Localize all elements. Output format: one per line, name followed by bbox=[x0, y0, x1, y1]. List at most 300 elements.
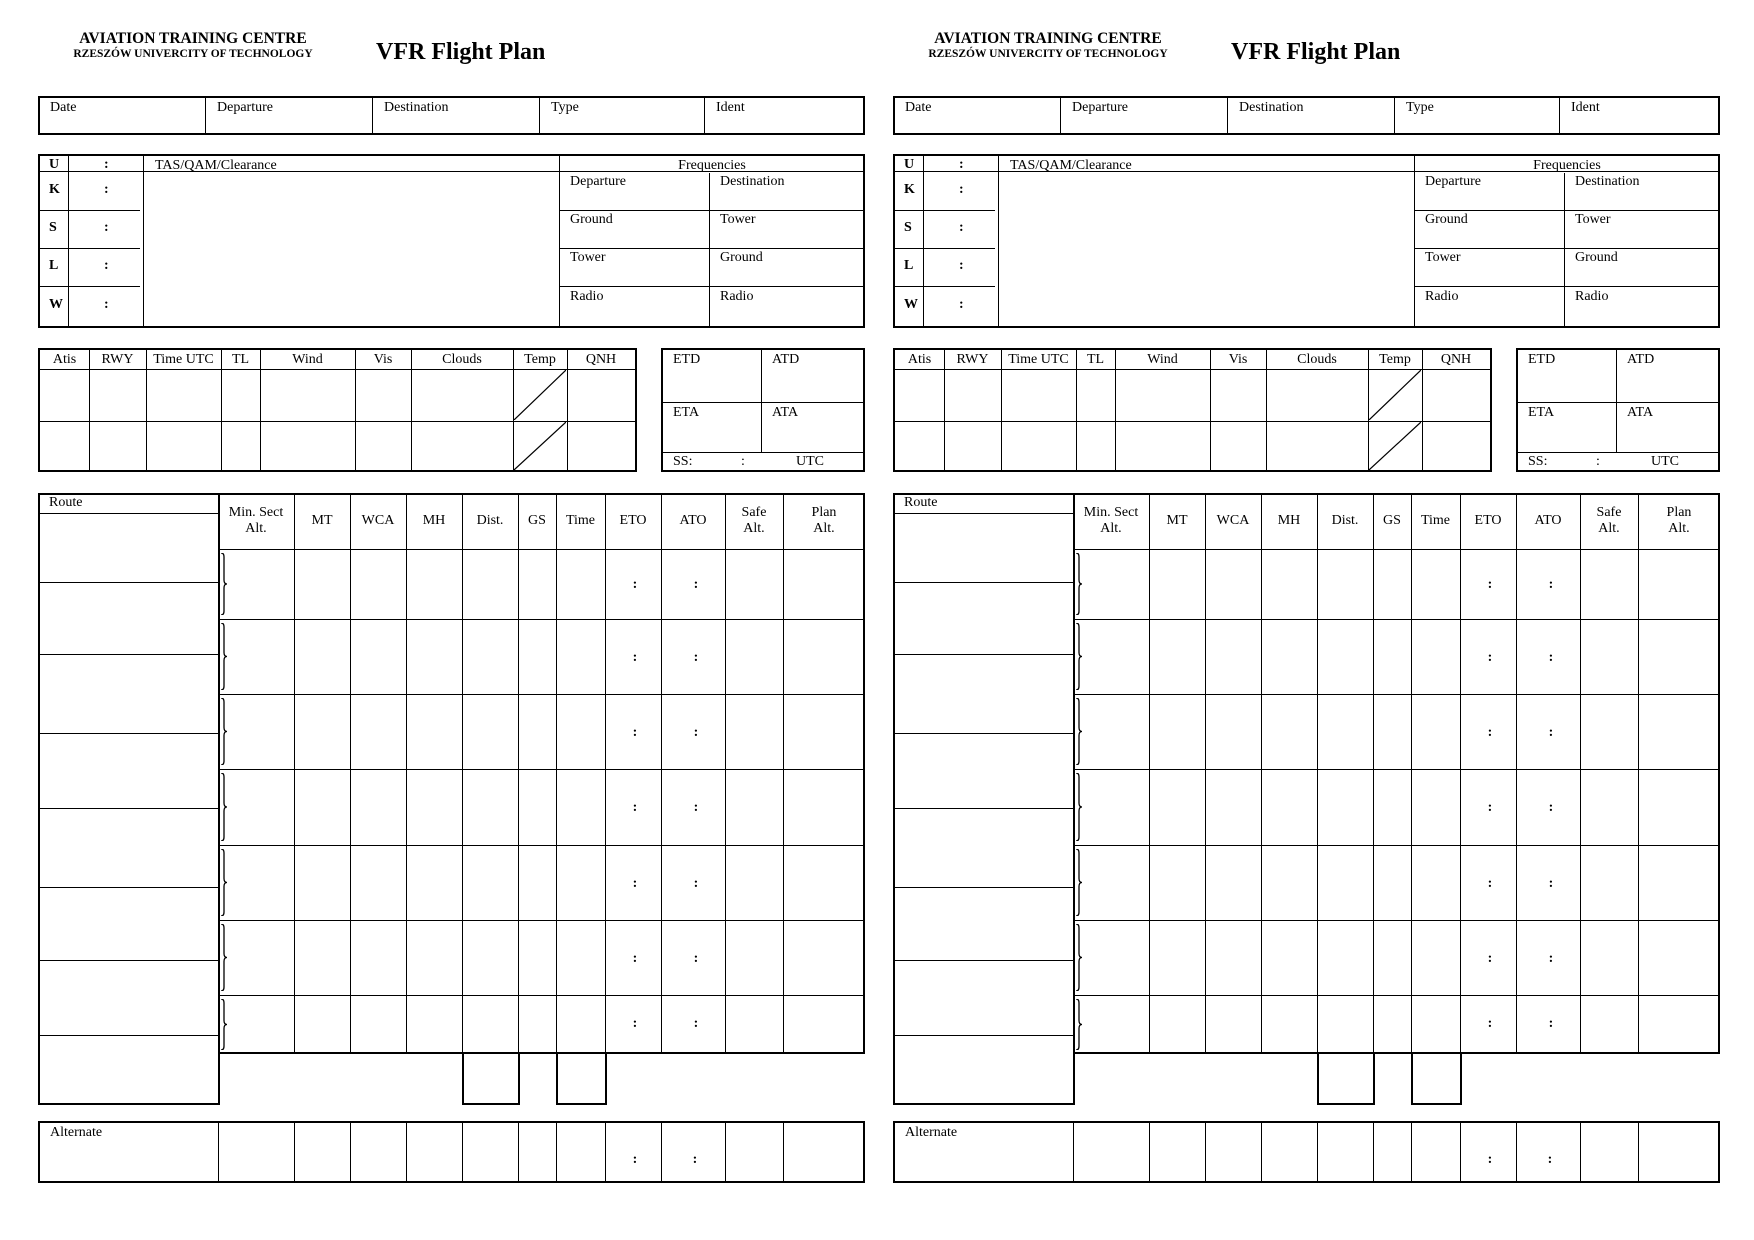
header-field-label: Destination bbox=[384, 100, 449, 115]
university-name: RZESZÓW UNIVERCITY OF TECHNOLOGY bbox=[73, 48, 313, 60]
weather-column-header: Vis bbox=[373, 352, 393, 367]
divider-line bbox=[143, 156, 144, 326]
divider-line bbox=[663, 402, 863, 403]
weather-column-header: Temp bbox=[524, 352, 556, 367]
ato-placeholder: : bbox=[1548, 950, 1554, 966]
divider-line bbox=[605, 1123, 606, 1181]
ato-placeholder: : bbox=[1548, 800, 1554, 815]
ukslw-colon: : bbox=[104, 182, 109, 197]
frequency-label: Ground bbox=[720, 250, 763, 265]
divider-line bbox=[1580, 1123, 1581, 1181]
divider-line bbox=[893, 1035, 1075, 1036]
leg-brace bbox=[220, 773, 228, 841]
divider-line bbox=[220, 769, 865, 770]
route-legs-grid[interactable] bbox=[218, 493, 865, 1054]
ato-placeholder: : bbox=[693, 950, 699, 966]
divider-line bbox=[1518, 452, 1718, 453]
eto-placeholder: : bbox=[1487, 875, 1493, 891]
ata-label: ATA bbox=[1627, 405, 1654, 420]
weather-column-header: Vis bbox=[1228, 352, 1248, 367]
divider-line bbox=[350, 1123, 351, 1181]
flight-plan-left bbox=[38, 0, 874, 1240]
frequency-label: Radio bbox=[570, 289, 604, 304]
divider-line bbox=[38, 654, 220, 655]
divider-line bbox=[559, 210, 863, 211]
ukslw-letter: L bbox=[904, 258, 914, 273]
header-field-label: Date bbox=[905, 100, 932, 115]
divider-line bbox=[1075, 920, 1720, 921]
leg-brace bbox=[220, 623, 228, 690]
departure-arrival-times[interactable] bbox=[1516, 348, 1720, 472]
divider-line bbox=[1075, 769, 1720, 770]
divider-line bbox=[1580, 493, 1581, 1054]
divider-line bbox=[1317, 1123, 1318, 1181]
divider-line bbox=[1516, 1123, 1517, 1181]
divider-line bbox=[1205, 1123, 1206, 1181]
divider-line bbox=[559, 248, 863, 249]
route-column[interactable] bbox=[893, 493, 1075, 1105]
ukslw-colon: : bbox=[104, 157, 109, 172]
alternate-label: Alternate bbox=[905, 1125, 958, 1140]
weather-column-header: Wind bbox=[292, 352, 323, 367]
divider-line bbox=[38, 733, 220, 734]
divider-line bbox=[1227, 98, 1228, 133]
eto-placeholder: : bbox=[632, 724, 638, 740]
divider-line bbox=[725, 493, 726, 1054]
divider-line bbox=[1149, 493, 1150, 1054]
header-field-label: Ident bbox=[1571, 100, 1600, 115]
divider-line bbox=[559, 286, 863, 287]
divider-line bbox=[40, 286, 140, 287]
weather-table[interactable] bbox=[893, 348, 1492, 472]
divider-line bbox=[1205, 493, 1206, 1054]
weather-table[interactable] bbox=[38, 348, 637, 472]
atd-label: ATD bbox=[1627, 352, 1655, 367]
alternate-row[interactable] bbox=[38, 1121, 865, 1183]
ukslw-letter: K bbox=[904, 182, 915, 197]
route-column[interactable] bbox=[38, 493, 220, 1105]
temp-dewpoint-divider bbox=[1369, 422, 1421, 475]
divider-line bbox=[1060, 98, 1061, 133]
divider-line bbox=[1422, 350, 1423, 470]
divider-line bbox=[220, 694, 865, 695]
header-field-label: Departure bbox=[217, 100, 273, 115]
weather-column-header: RWY bbox=[956, 352, 989, 367]
leg-brace bbox=[1075, 623, 1083, 690]
weather-column-header: Atis bbox=[52, 352, 77, 367]
ato-placeholder: : bbox=[693, 577, 699, 592]
divider-line bbox=[1073, 1123, 1074, 1181]
divider-line bbox=[1414, 156, 1415, 326]
divider-line bbox=[1414, 248, 1718, 249]
route-column-header: Min. Sect Alt. bbox=[1083, 505, 1139, 537]
alternate-row[interactable] bbox=[893, 1121, 1720, 1183]
weather-column-header: Wind bbox=[1147, 352, 1178, 367]
alternate-ato-placeholder: : bbox=[692, 1152, 698, 1167]
route-column-header: ETO bbox=[1474, 513, 1502, 528]
eto-placeholder: : bbox=[632, 950, 638, 966]
route-column-header: Min. Sect Alt. bbox=[228, 505, 284, 537]
ukslw-letter: K bbox=[49, 182, 60, 197]
divider-line bbox=[895, 210, 995, 211]
alternate-ato-placeholder: : bbox=[1547, 1152, 1553, 1167]
leg-brace bbox=[1075, 924, 1083, 991]
divider-line bbox=[372, 98, 373, 133]
divider-line bbox=[294, 493, 295, 1054]
route-column-header: WCA bbox=[1216, 513, 1250, 528]
divider-line bbox=[518, 493, 519, 1054]
ukslw-colon: : bbox=[959, 297, 964, 312]
divider-line bbox=[1411, 1123, 1412, 1181]
leg-brace bbox=[1075, 773, 1083, 841]
leg-brace bbox=[1075, 849, 1083, 916]
divider-line bbox=[1075, 549, 1720, 550]
divider-line bbox=[1075, 694, 1720, 695]
route-column-header: MT bbox=[1166, 513, 1188, 528]
weather-column-header: Time UTC bbox=[1008, 352, 1069, 367]
divider-line bbox=[220, 619, 865, 620]
weather-column-header: Atis bbox=[907, 352, 932, 367]
divider-line bbox=[40, 248, 140, 249]
weather-column-header: QNH bbox=[1440, 352, 1472, 367]
ata-label: ATA bbox=[772, 405, 799, 420]
divider-line bbox=[350, 493, 351, 1054]
ato-placeholder: : bbox=[693, 1016, 699, 1031]
route-column-header: MT bbox=[311, 513, 333, 528]
etd-label: ETD bbox=[673, 352, 701, 367]
divider-line bbox=[1411, 493, 1412, 1054]
weather-column-header: Time UTC bbox=[153, 352, 214, 367]
ukslw-colon: : bbox=[959, 157, 964, 172]
frequencies-title: Frequencies bbox=[1533, 158, 1601, 173]
ukslw-letter: W bbox=[904, 297, 918, 312]
divider-line bbox=[1414, 210, 1718, 211]
frequency-label: Tower bbox=[1425, 250, 1461, 265]
weather-column-header: Clouds bbox=[442, 352, 482, 367]
weather-column-header: RWY bbox=[101, 352, 134, 367]
divider-line bbox=[38, 513, 220, 514]
divider-line bbox=[411, 350, 412, 470]
divider-line bbox=[146, 350, 147, 470]
ato-placeholder: : bbox=[1548, 649, 1554, 665]
distance-total-box[interactable] bbox=[1317, 1052, 1375, 1105]
divider-line bbox=[38, 1035, 220, 1036]
divider-line bbox=[1261, 493, 1262, 1054]
weather-column-header: TL bbox=[231, 352, 250, 367]
route-column-header: Plan Alt. bbox=[811, 505, 837, 537]
weather-column-header: QNH bbox=[585, 352, 617, 367]
leg-brace bbox=[220, 849, 228, 916]
divider-line bbox=[220, 995, 865, 996]
etd-label: ETD bbox=[1528, 352, 1556, 367]
ato-placeholder: : bbox=[693, 724, 699, 740]
clearance-label: TAS/QAM/Clearance bbox=[155, 158, 277, 173]
divider-line bbox=[1559, 98, 1560, 133]
ukslw-letter: L bbox=[49, 258, 59, 273]
frequency-label: Departure bbox=[1425, 174, 1481, 189]
sunset-label: SS: bbox=[673, 454, 693, 469]
frequency-label: Departure bbox=[570, 174, 626, 189]
divider-line bbox=[68, 156, 69, 326]
ukslw-colon: : bbox=[104, 220, 109, 235]
time-total-box[interactable] bbox=[1411, 1052, 1462, 1105]
eto-placeholder: : bbox=[632, 1016, 638, 1031]
eto-placeholder: : bbox=[632, 875, 638, 891]
eto-placeholder: : bbox=[1487, 724, 1493, 740]
divider-line bbox=[40, 210, 140, 211]
header-field-label: Departure bbox=[1072, 100, 1128, 115]
route-column-header: Plan Alt. bbox=[1666, 505, 1692, 537]
utc-label: UTC bbox=[1651, 454, 1679, 469]
route-label: Route bbox=[49, 495, 83, 510]
divider-line bbox=[893, 582, 1075, 583]
leg-brace bbox=[220, 698, 228, 765]
frequencies-title: Frequencies bbox=[678, 158, 746, 173]
eto-placeholder: : bbox=[1487, 1016, 1493, 1031]
frequency-label: Destination bbox=[720, 174, 785, 189]
leg-brace bbox=[1075, 999, 1083, 1050]
divider-line bbox=[761, 350, 762, 452]
frequency-label: Radio bbox=[1575, 289, 1609, 304]
divider-line bbox=[1210, 350, 1211, 470]
divider-line bbox=[893, 513, 1075, 514]
temp-dewpoint-divider bbox=[1369, 370, 1421, 425]
route-column-header: Time bbox=[1420, 513, 1451, 528]
divider-line bbox=[294, 1123, 295, 1181]
divider-line bbox=[663, 452, 863, 453]
leg-brace bbox=[220, 553, 228, 615]
eta-label: ETA bbox=[673, 405, 700, 420]
frequency-label: Ground bbox=[1575, 250, 1618, 265]
route-column-header: Safe Alt. bbox=[1596, 505, 1622, 537]
header-row[interactable] bbox=[38, 96, 865, 135]
ukslw-colon: : bbox=[104, 297, 109, 312]
divider-line bbox=[1075, 619, 1720, 620]
divider-line bbox=[1373, 493, 1374, 1054]
divider-line bbox=[893, 887, 1075, 888]
divider-line bbox=[559, 156, 560, 326]
leg-brace bbox=[220, 924, 228, 991]
divider-line bbox=[38, 808, 220, 809]
divider-line bbox=[567, 350, 568, 470]
ato-placeholder: : bbox=[1548, 875, 1554, 891]
distance-total-box[interactable] bbox=[462, 1052, 520, 1105]
divider-line bbox=[709, 173, 710, 326]
divider-line bbox=[783, 1123, 784, 1181]
route-column-header: MH bbox=[1277, 513, 1301, 528]
divider-line bbox=[1638, 493, 1639, 1054]
divider-line bbox=[462, 493, 463, 1054]
route-column-header: WCA bbox=[361, 513, 395, 528]
sunset-colon: : bbox=[1596, 454, 1600, 469]
page-title: VFR Flight Plan bbox=[1231, 39, 1401, 65]
divider-line bbox=[1076, 350, 1077, 470]
weather-column-header: Clouds bbox=[1297, 352, 1337, 367]
flight-plan-right bbox=[893, 0, 1729, 1240]
divider-line bbox=[1460, 1123, 1461, 1181]
divider-line bbox=[1266, 350, 1267, 470]
eto-placeholder: : bbox=[632, 577, 638, 592]
divider-line bbox=[661, 493, 662, 1054]
divider-line bbox=[205, 98, 206, 133]
alternate-eto-placeholder: : bbox=[632, 1152, 638, 1167]
frequency-label: Destination bbox=[1575, 174, 1640, 189]
header-field-label: Ident bbox=[716, 100, 745, 115]
route-column-header: ETO bbox=[619, 513, 647, 528]
eto-placeholder: : bbox=[1487, 649, 1493, 665]
divider-line bbox=[923, 156, 924, 326]
utc-label: UTC bbox=[796, 454, 824, 469]
divider-line bbox=[704, 98, 705, 133]
divider-line bbox=[1261, 1123, 1262, 1181]
route-section[interactable] bbox=[38, 493, 865, 1105]
route-column-header: ATO bbox=[679, 513, 707, 528]
divider-line bbox=[38, 582, 220, 583]
frequency-label: Radio bbox=[1425, 289, 1459, 304]
eto-placeholder: : bbox=[632, 649, 638, 665]
divider-line bbox=[944, 350, 945, 470]
route-column-header: Time bbox=[565, 513, 596, 528]
divider-line bbox=[1075, 995, 1720, 996]
divider-line bbox=[218, 1123, 219, 1181]
route-label: Route bbox=[904, 495, 938, 510]
eta-label: ETA bbox=[1528, 405, 1555, 420]
divider-line bbox=[725, 1123, 726, 1181]
ukslw-colon: : bbox=[959, 220, 964, 235]
divider-line bbox=[518, 1123, 519, 1181]
divider-line bbox=[406, 493, 407, 1054]
divider-line bbox=[462, 1123, 463, 1181]
divider-line bbox=[895, 248, 995, 249]
alternate-label: Alternate bbox=[50, 1125, 103, 1140]
divider-line bbox=[38, 960, 220, 961]
divider-line bbox=[661, 1123, 662, 1181]
divider-line bbox=[1564, 173, 1565, 326]
divider-line bbox=[1373, 1123, 1374, 1181]
route-column-header: Dist. bbox=[1331, 513, 1359, 528]
route-column-header: Safe Alt. bbox=[741, 505, 767, 537]
ukslw-letter: U bbox=[49, 157, 60, 172]
divider-line bbox=[556, 493, 557, 1054]
divider-line bbox=[1516, 493, 1517, 1054]
divider-line bbox=[893, 654, 1075, 655]
ukslw-frequency-panel[interactable] bbox=[38, 154, 865, 328]
header-field-label: Destination bbox=[1239, 100, 1304, 115]
divider-line bbox=[220, 549, 865, 550]
divider-line bbox=[556, 1123, 557, 1181]
divider-line bbox=[893, 808, 1075, 809]
ukslw-letter: S bbox=[904, 220, 912, 235]
divider-line bbox=[893, 733, 1075, 734]
frequency-label: Ground bbox=[1425, 212, 1468, 227]
divider-line bbox=[38, 887, 220, 888]
divider-line bbox=[89, 350, 90, 470]
weather-column-header: TL bbox=[1086, 352, 1105, 367]
divider-line bbox=[1394, 98, 1395, 133]
institute-name: AVIATION TRAINING CENTRE bbox=[79, 30, 307, 47]
route-section[interactable] bbox=[893, 493, 1720, 1105]
divider-line bbox=[895, 286, 995, 287]
ukslw-frequency-panel[interactable] bbox=[893, 154, 1720, 328]
ato-placeholder: : bbox=[1548, 1016, 1554, 1031]
frequency-label: Tower bbox=[1575, 212, 1611, 227]
ukslw-letter: S bbox=[49, 220, 57, 235]
header-row[interactable] bbox=[893, 96, 1720, 135]
route-column-header: Dist. bbox=[476, 513, 504, 528]
divider-line bbox=[1001, 350, 1002, 470]
divider-line bbox=[355, 350, 356, 470]
frequency-label: Ground bbox=[570, 212, 613, 227]
atd-label: ATD bbox=[772, 352, 800, 367]
divider-line bbox=[998, 156, 999, 326]
route-column-header: GS bbox=[1383, 513, 1401, 528]
divider-line bbox=[1317, 493, 1318, 1054]
ukslw-colon: : bbox=[959, 182, 964, 197]
route-legs-grid[interactable] bbox=[1073, 493, 1720, 1054]
time-total-box[interactable] bbox=[556, 1052, 607, 1105]
eto-placeholder: : bbox=[1487, 577, 1493, 592]
ato-placeholder: : bbox=[1548, 724, 1554, 740]
temp-dewpoint-divider bbox=[514, 370, 566, 425]
ukslw-letter: W bbox=[49, 297, 63, 312]
page-title: VFR Flight Plan bbox=[376, 39, 546, 65]
temp-dewpoint-divider bbox=[514, 422, 566, 475]
divider-line bbox=[1414, 286, 1718, 287]
divider-line bbox=[1616, 350, 1617, 452]
header-field-label: Type bbox=[551, 100, 579, 115]
divider-line bbox=[221, 350, 222, 470]
eto-placeholder: : bbox=[632, 800, 638, 815]
sunset-label: SS: bbox=[1528, 454, 1548, 469]
clearance-label: TAS/QAM/Clearance bbox=[1010, 158, 1132, 173]
divider-line bbox=[260, 350, 261, 470]
departure-arrival-times[interactable] bbox=[661, 348, 865, 472]
divider-line bbox=[1518, 402, 1718, 403]
divider-line bbox=[605, 493, 606, 1054]
eto-placeholder: : bbox=[1487, 800, 1493, 815]
route-column-header: GS bbox=[528, 513, 546, 528]
weather-column-header: Temp bbox=[1379, 352, 1411, 367]
frequency-label: Tower bbox=[570, 250, 606, 265]
leg-brace bbox=[1075, 698, 1083, 765]
route-column-header: ATO bbox=[1534, 513, 1562, 528]
leg-brace bbox=[1075, 553, 1083, 615]
ato-placeholder: : bbox=[693, 800, 699, 815]
institute-name: AVIATION TRAINING CENTRE bbox=[934, 30, 1162, 47]
divider-line bbox=[1149, 1123, 1150, 1181]
divider-line bbox=[220, 920, 865, 921]
frequency-label: Tower bbox=[720, 212, 756, 227]
divider-line bbox=[893, 960, 1075, 961]
divider-line bbox=[539, 98, 540, 133]
divider-line bbox=[1638, 1123, 1639, 1181]
ato-placeholder: : bbox=[693, 875, 699, 891]
eto-placeholder: : bbox=[1487, 950, 1493, 966]
header-field-label: Date bbox=[50, 100, 77, 115]
frequency-label: Radio bbox=[720, 289, 754, 304]
header-field-label: Type bbox=[1406, 100, 1434, 115]
university-name: RZESZÓW UNIVERCITY OF TECHNOLOGY bbox=[928, 48, 1168, 60]
divider-line bbox=[406, 1123, 407, 1181]
ato-placeholder: : bbox=[1548, 577, 1554, 592]
divider-line bbox=[220, 845, 865, 846]
divider-line bbox=[783, 493, 784, 1054]
ukslw-colon: : bbox=[104, 258, 109, 273]
leg-brace bbox=[220, 999, 228, 1050]
sunset-colon: : bbox=[741, 454, 745, 469]
alternate-eto-placeholder: : bbox=[1487, 1152, 1493, 1167]
divider-line bbox=[1075, 845, 1720, 846]
